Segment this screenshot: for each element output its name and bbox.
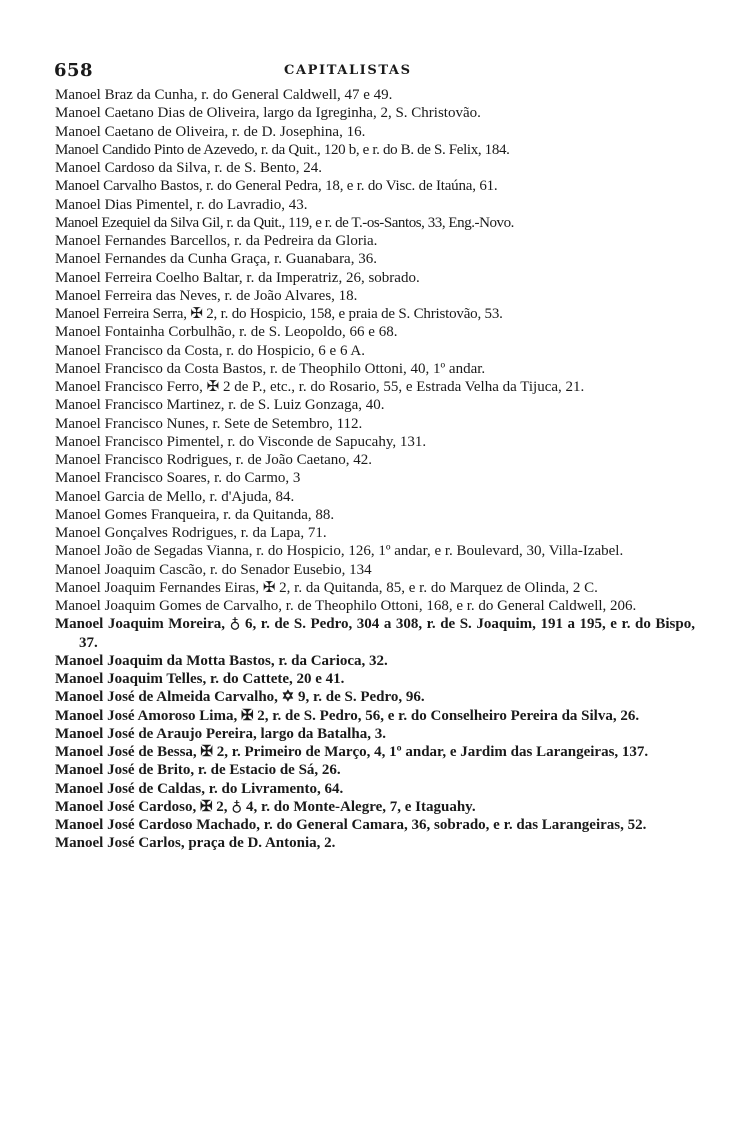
entry: Manoel Dias Pimentel, r. do Lavradio, 43. (55, 196, 308, 213)
entry: Manoel Francisco Pimentel, r. do Visconde de Sapucahy, 131. (55, 433, 427, 450)
entry: Manoel Francisco Rodrigues, r. de João Caetano, 42. (55, 452, 373, 468)
entry: Manoel José de Araujo Pereira, largo da Batalha, 3. (55, 725, 386, 742)
entry: Manoel Joaquim Gomes de Carvalho, r. de Theophilo Ottoni, 168, e r. do General Caldwell, 206. (55, 598, 637, 614)
entry: Manoel Joaquim Moreira, ♁ 6, r. de S. Pedro, 304 a 308, r. de S. Joaquim, 191 a 195, e r. do Bispo, 37. (55, 616, 695, 651)
entry: Manoel Caetano de Oliveira, r. de D. Josephina, 16. (55, 123, 366, 140)
entry: Manoel José Cardoso, ✠ 2, ♁ 4, r. do Monte-Alegre, 7, e Itaguahy. (55, 798, 476, 815)
entry: Manoel Francisco Ferro, ✠ 2 de P., etc., r. do Rosario, 55, e Estrada Velha da Tijuca, 21. (55, 379, 585, 395)
entry: Manoel Francisco Soares, r. do Carmo, 3 (55, 470, 301, 487)
entry: Manoel Fontainha Corbulhão, r. de S. Leopoldo, 66 e 68. (55, 324, 398, 341)
entry: Manoel José Carlos, praça de D. Antonia, 2. (55, 835, 336, 852)
entry: Manoel José de Bessa, ✠ 2, r. Primeiro de Março, 4, 1º andar, e Jardim das Larangeiras, 137. (55, 744, 649, 760)
entry: Manoel Cardoso da Silva, r. de S. Bento, 24. (55, 160, 323, 176)
entry: Manoel Joaquim Telles, r. do Cattete, 20 e 41. (55, 671, 345, 687)
running-title: CAPITALISTAS (284, 63, 412, 78)
page-number: 658 (54, 60, 94, 81)
entry: Manoel Fernandes da Cunha Graça, r. Guanabara, 36. (55, 251, 377, 268)
entry: Manoel Joaquim Cascão, r. do Senador Eusebio, 134 (55, 561, 372, 578)
entry: Manoel Gonçalves Rodrigues, r. da Lapa, 71. (55, 525, 327, 541)
entry: Manoel Candido Pinto de Azevedo, r. da Quit., 120 b, e r. do B. de S. Felix, 184. (55, 141, 510, 158)
entry: Manoel José Cardoso Machado, r. do General Camara, 36, sobrado, e r. das Larangeiras, 52. (55, 817, 647, 833)
entry: Manoel Francisco da Costa, r. do Hospicio, 6 e 6 A. (55, 342, 365, 359)
entry: Manoel Garcia de Mello, r. d'Ajuda, 84. (55, 488, 295, 505)
page-header (54, 60, 694, 84)
entry: Manoel Joaquim da Motta Bastos, r. da Carioca, 32. (55, 652, 388, 669)
entry: Manoel Carvalho Bastos, r. do General Pedra, 18, e r. do Visc. de Itaúna, 61. (55, 178, 498, 195)
entry: Manoel Ferreira das Neves, r. de João Alvares, 18. (55, 287, 358, 304)
entry: Manoel Ferreira Serra, ✠ 2, r. do Hospicio, 158, e praia de S. Christovão, 53. (55, 306, 503, 322)
entry: Manoel João de Segadas Vianna, r. do Hospicio, 126, 1º andar, e r. Boulevard, 30, Villa-Izabel. (55, 543, 624, 560)
entry: Manoel Joaquim Fernandes Eiras, ✠ 2, r. da Quitanda, 85, e r. do Marquez de Olinda, 2 C. (55, 579, 598, 596)
entry: Manoel José Amoroso Lima, ✠ 2, r. de S. Pedro, 56, e r. do Conselheiro Pereira da Silva, 26. (55, 707, 640, 724)
entry: Manoel José de Caldas, r. do Livramento, 64. (55, 780, 344, 797)
entry: Manoel Fernandes Barcellos, r. da Pedreira da Gloria. (55, 233, 378, 249)
entry: Manoel Francisco da Costa Bastos, r. de Theophilo Ottoni, 40, 1º andar. (55, 360, 486, 377)
entry: Manoel Gomes Franqueira, r. da Quitanda, 88. (55, 506, 335, 523)
entry: Manoel Francisco Nunes, r. Sete de Setembro, 112. (55, 415, 363, 432)
entry: Manoel Francisco Martinez, r. de S. Luiz Gonzaga, 40. (55, 397, 385, 414)
entry: Manoel Braz da Cunha, r. do General Caldwell, 47 e 49. (55, 87, 393, 103)
entry-list (55, 86, 695, 853)
entry: Manoel Ferreira Coelho Baltar, r. da Imperatriz, 26, sobrado. (55, 269, 420, 286)
entry: Manoel Caetano Dias de Oliveira, largo da Igreginha, 2, S. Christovão. (55, 105, 481, 122)
entry: Manoel Ezequiel da Silva Gil, r. da Quit., 119, e r. de T.-os-Santos, 33, Eng.-Novo. (55, 214, 514, 231)
entry: Manoel José de Brito, r. de Estacio de Sá, 26. (55, 762, 341, 779)
entry: Manoel José de Almeida Carvalho, ✡ 9, r. de S. Pedro, 96. (55, 689, 425, 706)
